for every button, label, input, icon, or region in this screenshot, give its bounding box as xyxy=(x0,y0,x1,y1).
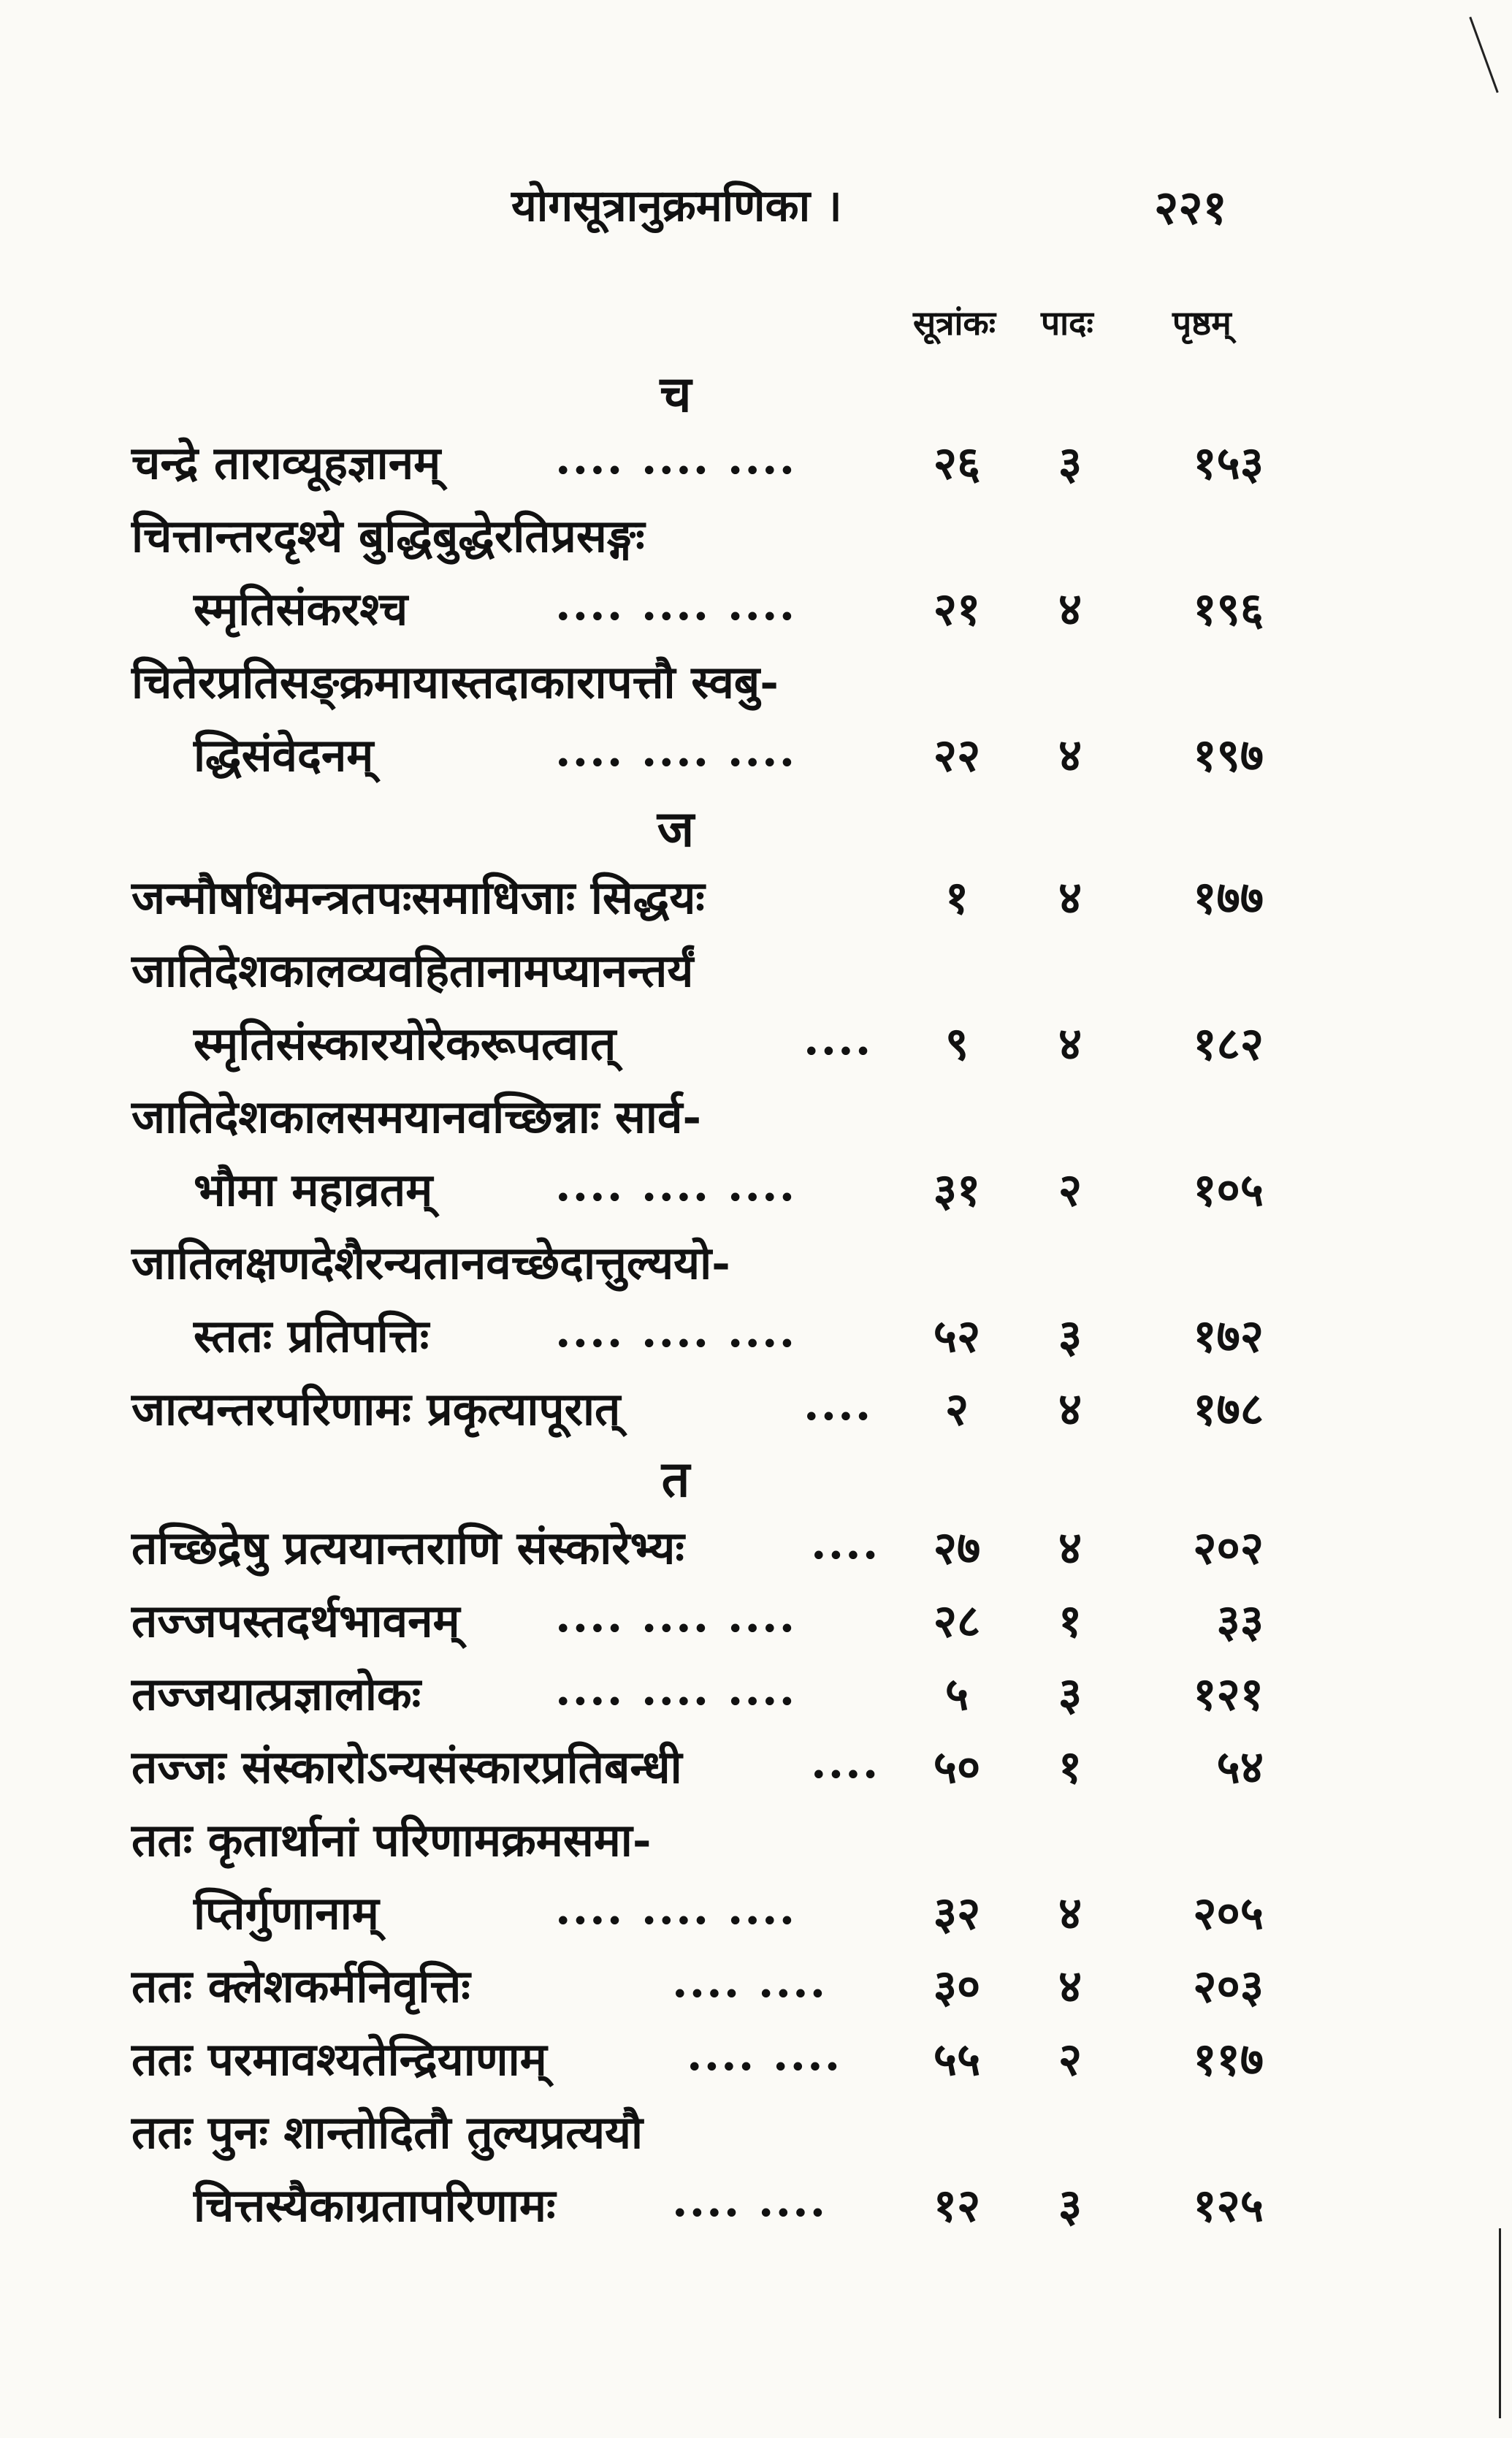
sutra-number: १ xyxy=(944,871,969,924)
entry-text: जात्यन्तरपरिणामः प्रकृत्यापूरात् xyxy=(131,1382,621,1436)
index-entry xyxy=(0,1377,1512,1450)
entry-text: प्तिर्गुणानाम् xyxy=(194,1886,379,1940)
leader-dots: .... xyxy=(811,1516,880,1569)
section-letter: ज xyxy=(657,800,695,858)
pada-number: ४ xyxy=(1058,1521,1083,1574)
page-ref: २०५ xyxy=(1193,1886,1264,1940)
pada-number: ४ xyxy=(1058,871,1083,924)
scan-edge-mark xyxy=(1499,2228,1501,2418)
sutra-number: २ xyxy=(944,1382,969,1436)
pada-number: २ xyxy=(1058,1163,1083,1216)
leader-dots: .... .... .... xyxy=(555,723,797,777)
pada-number: २ xyxy=(1058,2033,1083,2086)
entry-text: ततः पुनः शान्तोदितौ तुल्यप्रत्ययौ xyxy=(131,2106,644,2159)
page-ref: २०२ xyxy=(1193,1521,1264,1574)
column-headers xyxy=(0,300,1512,351)
index-entry xyxy=(0,1589,1512,1662)
page-ref: १८२ xyxy=(1193,1017,1264,1070)
scan-edge-mark xyxy=(1469,17,1498,93)
index-entry xyxy=(0,577,1512,650)
pada-number: ३ xyxy=(1058,2179,1083,2232)
entry-text: चितेरप्रतिसङ्क्रमायास्तदाकारापत्तौ स्वबु- xyxy=(131,655,779,709)
page-ref: १९६ xyxy=(1193,582,1264,636)
page-ref: ५४ xyxy=(1216,1740,1264,1794)
entry-text: भौमा महाव्रतम् xyxy=(194,1163,433,1216)
sutra-number: १२ xyxy=(933,2179,981,2232)
pada-number: ४ xyxy=(1058,1886,1083,1940)
index-entry xyxy=(0,1954,1512,2027)
index-entry xyxy=(0,1012,1512,1085)
entry-text: ततः परमावश्यतेन्द्रियाणाम् xyxy=(131,2033,547,2086)
index-entry xyxy=(0,1158,1512,1231)
entry-text: जातिलक्षणदेशैरन्यतानवच्छेदात्तुल्ययो- xyxy=(131,1236,730,1290)
entry-text: द्धिसंवेदनम् xyxy=(194,728,374,782)
running-title: योगसूत्रानुक्रमणिका । xyxy=(511,180,842,232)
leader-dots: .... xyxy=(811,1735,880,1788)
entry-text: तज्जपस्तदर्थभावनम् xyxy=(131,1594,460,1647)
index-entry xyxy=(0,2100,1512,2174)
page-ref: १७७ xyxy=(1193,871,1264,924)
index-entry xyxy=(0,1516,1512,1589)
index-entry xyxy=(0,1231,1512,1304)
leader-dots: .... .... .... xyxy=(555,1158,797,1211)
index-entry xyxy=(0,723,1512,796)
page-ref: १२५ xyxy=(1193,2179,1264,2232)
entry-text: चित्तान्तरदृश्ये बुद्धिबुद्धेरतिप्रसङ्गः xyxy=(131,509,645,563)
page-ref: १७८ xyxy=(1193,1382,1264,1436)
sutra-number: ५० xyxy=(933,1740,981,1794)
sutra-number: २७ xyxy=(933,1521,981,1574)
sutra-number: २१ xyxy=(933,582,981,636)
leader-dots: .... .... xyxy=(672,1954,828,2008)
entry-text: जातिदेशकालव्यवहितानामप्यानन्तर्यं xyxy=(131,944,694,997)
leader-dots: .... .... xyxy=(672,2174,828,2227)
index-entry xyxy=(0,650,1512,723)
pada-number: ४ xyxy=(1058,582,1083,636)
entry-text: स्मृतिसंस्कारयोरेकरूपत्वात् xyxy=(194,1017,616,1070)
index-entry xyxy=(0,1304,1512,1377)
index-entry xyxy=(0,866,1512,939)
pada-number: ३ xyxy=(1058,1667,1083,1721)
leader-dots: .... .... .... xyxy=(555,431,797,484)
index-entry xyxy=(0,1662,1512,1735)
index-entry xyxy=(0,1735,1512,1808)
entry-text: चित्तस्यैकाग्रतापरिणामः xyxy=(194,2179,556,2232)
sutra-number: ३० xyxy=(933,1959,981,2013)
index-entry xyxy=(0,504,1512,577)
index-entry xyxy=(0,1085,1512,1158)
page-ref: १७२ xyxy=(1193,1309,1264,1363)
pada-number: ४ xyxy=(1058,1382,1083,1436)
entry-text: ततः कृतार्थानां परिणामक्रमसमा- xyxy=(131,1813,652,1867)
index-entry xyxy=(0,431,1512,504)
entry-text: स्मृतिसंकरश्च xyxy=(194,582,408,636)
entry-text: तज्जः संस्कारोऽन्यसंस्कारप्रतिबन्धी xyxy=(131,1740,682,1794)
entry-text: जन्मौषधिमन्त्रतपःसमाधिजाः सिद्धयः xyxy=(131,871,705,924)
column-header-sutra: सूत्रांकः xyxy=(913,303,996,343)
entry-text: चन्द्रे ताराव्यूहज्ञानम् xyxy=(131,436,441,489)
leader-dots: .... xyxy=(803,1012,873,1065)
entry-text: जातिदेशकालसमयानवच्छिन्नाः सार्व- xyxy=(131,1090,702,1143)
pada-number: ४ xyxy=(1058,1017,1083,1070)
entry-text: तच्छिद्रेषु प्रत्ययान्तराणि संस्कारेभ्यः xyxy=(131,1521,684,1574)
pada-number: ३ xyxy=(1058,1309,1083,1363)
sutra-number: ५२ xyxy=(933,1309,981,1363)
entry-text: स्ततः प्रतिपत्तिः xyxy=(194,1309,429,1363)
sutra-number: ९ xyxy=(944,1017,969,1070)
index-entry xyxy=(0,2174,1512,2247)
pada-number: १ xyxy=(1058,1740,1083,1794)
entry-text: तज्जयात्प्रज्ञालोकः xyxy=(131,1667,421,1721)
page-ref: ३३ xyxy=(1216,1594,1264,1647)
sutra-number: २२ xyxy=(933,728,981,782)
page-ref: २०३ xyxy=(1193,1959,1264,2013)
sutra-number: २८ xyxy=(933,1594,981,1647)
leader-dots: .... .... .... xyxy=(555,1589,797,1642)
sutra-number: ३१ xyxy=(933,1163,981,1216)
leader-dots: .... .... .... xyxy=(555,1304,797,1357)
leader-dots: .... .... .... xyxy=(555,1662,797,1715)
page-ref: ११७ xyxy=(1193,2033,1264,2086)
sutra-number: २६ xyxy=(933,436,981,489)
pada-number: ३ xyxy=(1058,436,1083,489)
sutra-number: ५५ xyxy=(933,2033,981,2086)
index-entry xyxy=(0,2027,1512,2100)
leader-dots: .... .... .... xyxy=(555,1881,797,1935)
running-header xyxy=(0,174,1512,240)
index-entry xyxy=(0,1808,1512,1881)
leader-dots: .... .... xyxy=(687,2027,842,2081)
sutra-number: ३२ xyxy=(933,1886,981,1940)
page-ref: १९७ xyxy=(1193,728,1264,782)
section-letter: त xyxy=(661,1450,690,1509)
page-ref: १०५ xyxy=(1193,1163,1264,1216)
section-letter: च xyxy=(660,365,692,424)
entry-text: ततः क्लेशकर्मनिवृत्तिः xyxy=(131,1959,470,2013)
sutra-number: ५ xyxy=(944,1667,969,1721)
pada-number: १ xyxy=(1058,1594,1083,1647)
index-entry xyxy=(0,1881,1512,1954)
page-ref: १२१ xyxy=(1193,1667,1264,1721)
leader-dots: .... .... .... xyxy=(555,577,797,631)
page-number: २२१ xyxy=(1154,180,1227,235)
page-ref: १५३ xyxy=(1193,436,1264,489)
column-header-page: पृष्ठम् xyxy=(1172,303,1232,343)
pada-number: ४ xyxy=(1058,728,1083,782)
leader-dots: .... xyxy=(803,1377,873,1431)
index-entry xyxy=(0,939,1512,1012)
pada-number: ४ xyxy=(1058,1959,1083,2013)
column-header-pada: पादः xyxy=(1041,303,1093,343)
